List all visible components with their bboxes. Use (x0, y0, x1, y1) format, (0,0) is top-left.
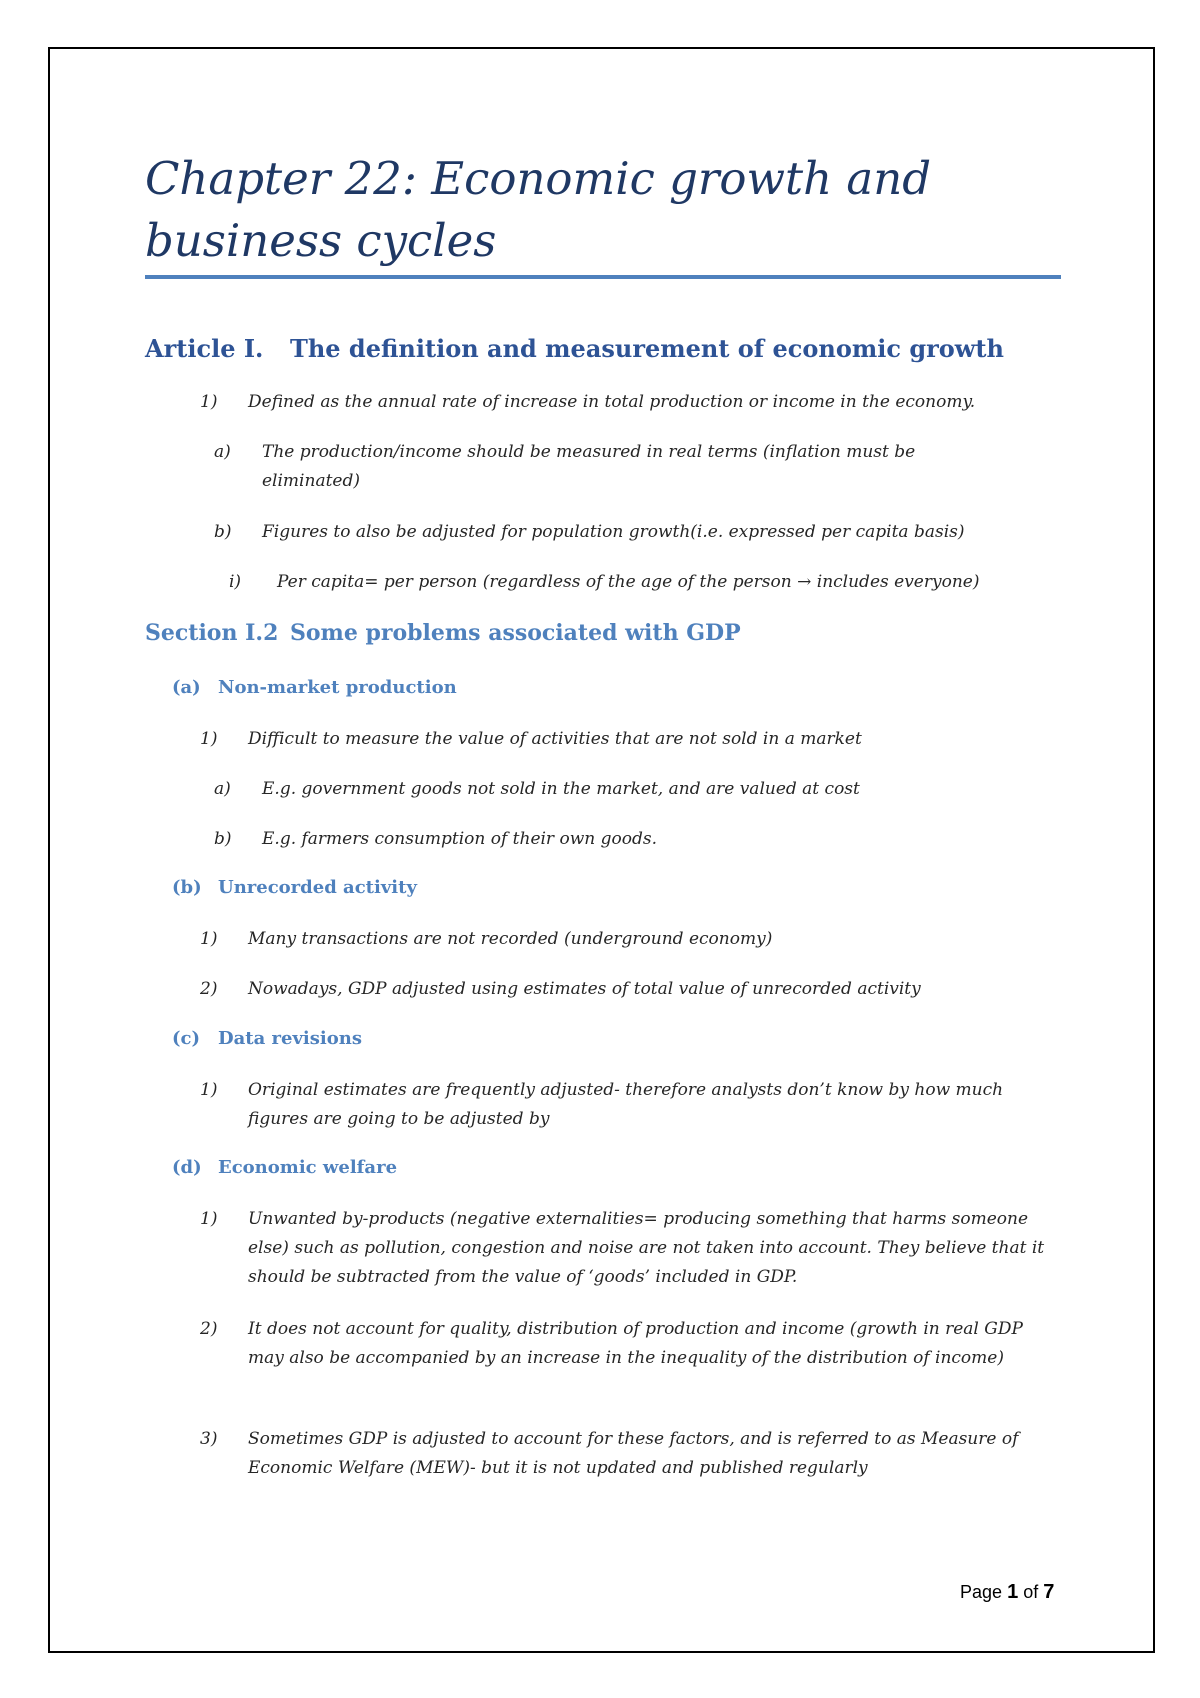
list-marker: 1) (200, 929, 218, 949)
section-title: Some problems associated with GDP (290, 620, 741, 646)
list-marker: 2) (200, 1319, 218, 1339)
list-item: 3) Sometimes GDP is adjusted to account for these factors, and is referred to as Measure of Economic Welfare (MEW)- but it is not updated and published regularly (248, 1425, 1058, 1483)
list-marker: b) (214, 522, 232, 542)
list-item: 1) Unwanted by-products (negative externalities= producing something that harms someone else) such as pollution, congestion and noise are not taken into account. They believe that it should be subtracted from the value of ‘goods’ included in GDP. (248, 1205, 1048, 1292)
title-underline (145, 275, 1061, 279)
article-title: The definition and measurement of economic growth (290, 334, 1004, 363)
list-marker: 1) (200, 729, 218, 749)
list-item: 1) Defined as the annual rate of increase in total production or income in the economy. (248, 388, 1058, 417)
list-marker: b) (214, 829, 232, 849)
list-item: b) E.g. farmers consumption of their own goods. (262, 825, 982, 854)
list-marker: 2) (200, 979, 218, 999)
page-number-footer: Page 1 of 7 (960, 1581, 1055, 1603)
subsection-heading: (a) Non-market production (172, 677, 457, 698)
list-marker: a) (214, 779, 231, 799)
total-page-count: 7 (1043, 1581, 1055, 1603)
page-title: Chapter 22: Economic growth and business cycles (145, 152, 932, 267)
section-number: Section I.2 (145, 620, 279, 646)
subsection-heading: (c) Data revisions (172, 1028, 362, 1049)
list-item: i) Per capita= per person (regardless of the age of the person → includes everyone) (277, 568, 1057, 597)
list-marker: 1) (200, 1080, 218, 1100)
list-marker: 1) (200, 1209, 218, 1229)
section-heading (145, 620, 741, 646)
subsection-heading: (b) Unrecorded activity (172, 877, 417, 898)
list-marker: 3) (200, 1429, 218, 1449)
current-page-number: 1 (1007, 1581, 1019, 1603)
list-item: b) Figures to also be adjusted for population growth(i.e. expressed per capita basis) (262, 518, 982, 547)
list-marker: 1) (200, 392, 218, 412)
list-item: a) E.g. government goods not sold in the market, and are valued at cost (262, 775, 982, 804)
list-item: 1) Many transactions are not recorded (underground economy) (248, 925, 1058, 954)
list-item: a) The production/income should be measured in real terms (inflation must be eliminated) (262, 438, 982, 496)
list-item: 1) Original estimates are frequently adjusted- therefore analysts don’t know by how much figures are going to be adjusted by (248, 1076, 1048, 1134)
list-item: 2) It does not account for quality, distribution of production and income (growth in real GDP may also be accompanied by an increase in the inequality of the distribution of income) (248, 1315, 1048, 1373)
article-number: Article I. (145, 334, 264, 363)
list-marker: a) (214, 442, 231, 462)
article-heading (145, 334, 1004, 363)
list-item: 2) Nowadays, GDP adjusted using estimates of total value of unrecorded activity (248, 975, 1058, 1004)
list-marker: i) (229, 572, 242, 592)
subsection-heading: (d) Economic welfare (172, 1157, 398, 1178)
list-item: 1) Difficult to measure the value of activities that are not sold in a market (248, 725, 1058, 754)
